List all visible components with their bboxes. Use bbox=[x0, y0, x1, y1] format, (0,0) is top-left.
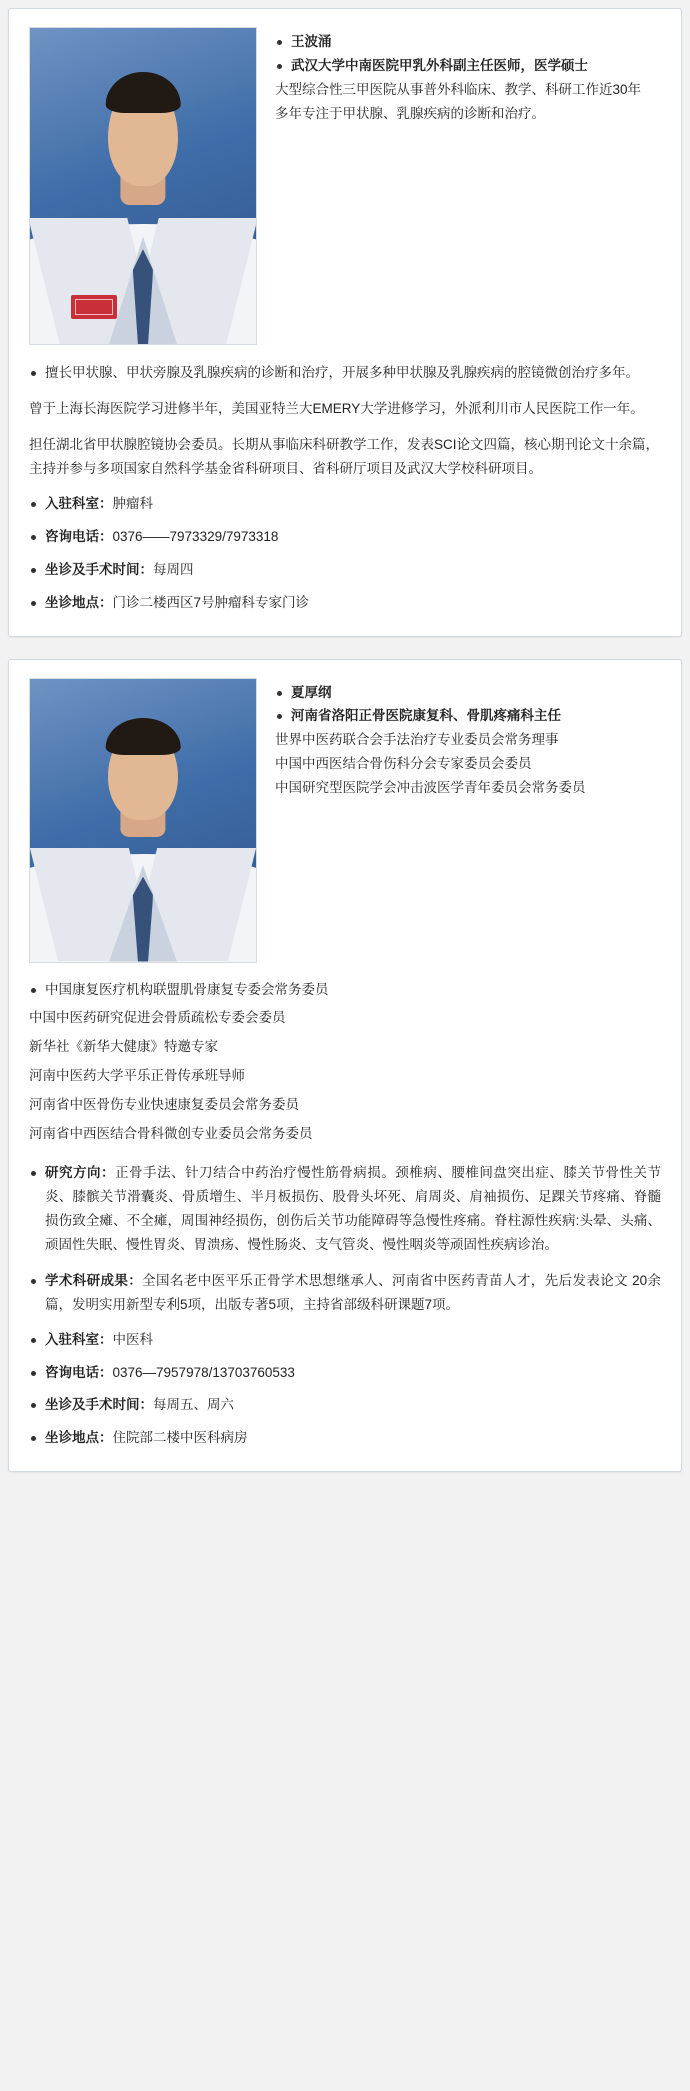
doctor-portrait-2 bbox=[29, 678, 257, 963]
doctor-1-location-label: 坐诊地点： bbox=[45, 594, 113, 610]
doctor-1-schedule-label: 坐诊及手术时间： bbox=[45, 561, 153, 577]
doctor-1-department-label: 入驻科室： bbox=[45, 496, 113, 512]
doctor-2-membership-1: 中国康复医疗机构联盟肌骨康复专委会常务委员 bbox=[29, 979, 661, 1001]
doctor-2-affiliation-2: 中国中西医结合骨伤科分会专家委员会委员 bbox=[275, 756, 532, 772]
doctor-card-2-top bbox=[29, 678, 661, 963]
doctor-2-achievements-text: 全国名老中医平乐正骨学术思想继承人、河南省中医药青苗人才，先后发表论文 20余篇，发明实用新型专利5项，出版专著5项，主持省部级科研课题7项。 bbox=[45, 1272, 661, 1312]
doctor-2-affiliation-3: 中国研究型医院学会冲击波医学青年委员会常务委员 bbox=[275, 779, 586, 795]
doctor-2-schedule-label: 坐诊及手术时间： bbox=[45, 1397, 153, 1413]
doctor-1-academic: 担任湖北省甲状腺腔镜协会委员。长期从事临床科研教学工作，发表SCI论文四篇，核心期刊论文十余篇，主持并参与多项国家自然科学基金省科研项目、省科研厅项目及武汉大学校科研项目。 bbox=[29, 437, 660, 477]
doctor-2-location bbox=[29, 1427, 661, 1449]
doctor-1-focus: 多年专注于甲状腺、乳腺疾病的诊断和治疗。 bbox=[275, 105, 545, 121]
doctor-1-phone-label: 咨询电话： bbox=[45, 528, 113, 544]
doctor-2-body bbox=[29, 979, 661, 1145]
doctor-2-title: 河南省洛阳正骨医院康复科、骨肌疼痛科主任 bbox=[275, 705, 661, 727]
doctor-2-achievements bbox=[29, 1269, 661, 1317]
doctor-1-body bbox=[29, 361, 661, 481]
doctor-1-title: 武汉大学中南医院甲乳外科副主任医师，医学硕士 bbox=[275, 55, 661, 77]
doctor-1-phone bbox=[29, 526, 661, 548]
doctor-portrait-1 bbox=[29, 27, 257, 345]
doctor-2-location-value: 住院部二楼中医科病房 bbox=[112, 1430, 248, 1446]
doctor-2-department-value: 中医科 bbox=[112, 1331, 153, 1347]
doctor-2-schedule-value: 每周五、周六 bbox=[153, 1397, 234, 1413]
doctor-1-location-value: 门诊二楼西区7号肿瘤科专家门诊 bbox=[112, 594, 310, 610]
doctor-2-membership-3: 新华社《新华大健康》特邀专家 bbox=[29, 1039, 218, 1055]
doctor-2-location-label: 坐诊地点： bbox=[45, 1430, 113, 1446]
doctor-1-specialty: 擅长甲状腺、甲状旁腺及乳腺疾病的诊断和治疗，开展多种甲状腺及乳腺疾病的腔镜微创治疗多年。 bbox=[29, 361, 661, 385]
doctor-2-paragraphs bbox=[29, 1161, 661, 1317]
doctor-2-membership-4: 河南中医药大学平乐正骨传承班导师 bbox=[29, 1068, 245, 1084]
doctor-2-membership-6: 河南省中西医结合骨科微创专业委员会常务委员 bbox=[29, 1125, 313, 1141]
doctor-1-header-text bbox=[275, 27, 661, 126]
doctor-2-department-label: 入驻科室： bbox=[45, 1331, 113, 1347]
doctor-1-department-value: 肿瘤科 bbox=[112, 496, 153, 512]
doctor-1-schedule bbox=[29, 559, 661, 581]
doctor-1-department bbox=[29, 493, 661, 515]
doctor-2-membership-5: 河南省中医骨伤专业快速康复委员会常务委员 bbox=[29, 1096, 299, 1112]
doctor-2-research-text: 正骨手法、针刀结合中药治疗慢性筋骨病损。颈椎病、腰椎间盘突出症、膝关节骨性关节炎、膝髌关节滑囊炎、骨质增生、半月板损伤、股骨头坏死、肩周炎、肩袖损伤、足踝关节疼痛、脊髓损伤致全瘫、不全瘫，周围神经损伤，创伤后关节功能障碍等急慢性疼痛。脊柱源性疾病:头晕、头痛、顽固性失眠、慢性胃炎、胃溃疡、慢性肠炎、支气管炎、慢性咽炎等顽固性疾病诊治。 bbox=[45, 1164, 662, 1252]
doctor-2-research bbox=[29, 1161, 661, 1257]
doctor-card-1-top bbox=[29, 27, 661, 345]
doctor-2-department bbox=[29, 1329, 661, 1351]
doctor-2-name: 夏厚纲 bbox=[275, 682, 661, 704]
doctor-2-header-text bbox=[275, 678, 661, 801]
doctor-1-info-list bbox=[29, 493, 661, 613]
doctor-1-name: 王波涌 bbox=[275, 31, 661, 53]
doctor-2-phone bbox=[29, 1362, 661, 1384]
portrait-hospital-badge-1 bbox=[71, 295, 117, 319]
doctor-2-schedule bbox=[29, 1394, 661, 1416]
doctor-1-phone-value: 0376——7973329/7973318 bbox=[112, 528, 279, 544]
doctor-card-2 bbox=[8, 659, 682, 1473]
doctor-1-training: 曾于上海长海医院学习进修半年，美国亚特兰大EMERY大学进修学习，外派利川市人民医院工作一年。 bbox=[29, 401, 644, 417]
doctor-2-research-label: 研究方向： bbox=[45, 1164, 116, 1180]
doctor-2-membership-2: 中国中医药研究促进会骨质疏松专委会委员 bbox=[29, 1010, 286, 1026]
doctor-1-experience: 大型综合性三甲医院从事普外科临床、教学、科研工作近30年 bbox=[275, 81, 642, 97]
doctor-1-location bbox=[29, 592, 661, 614]
doctor-card-1 bbox=[8, 8, 682, 637]
doctor-2-affiliation-1: 世界中医药联合会手法治疗专业委员会常务理事 bbox=[275, 732, 559, 748]
doctor-2-info-list bbox=[29, 1329, 661, 1449]
doctor-2-achievements-label: 学术科研成果： bbox=[45, 1272, 143, 1288]
doctor-1-schedule-value: 每周四 bbox=[153, 561, 194, 577]
doctor-2-phone-value: 0376—7957978/13703760533 bbox=[112, 1364, 295, 1380]
doctor-2-phone-label: 咨询电话： bbox=[45, 1364, 113, 1380]
